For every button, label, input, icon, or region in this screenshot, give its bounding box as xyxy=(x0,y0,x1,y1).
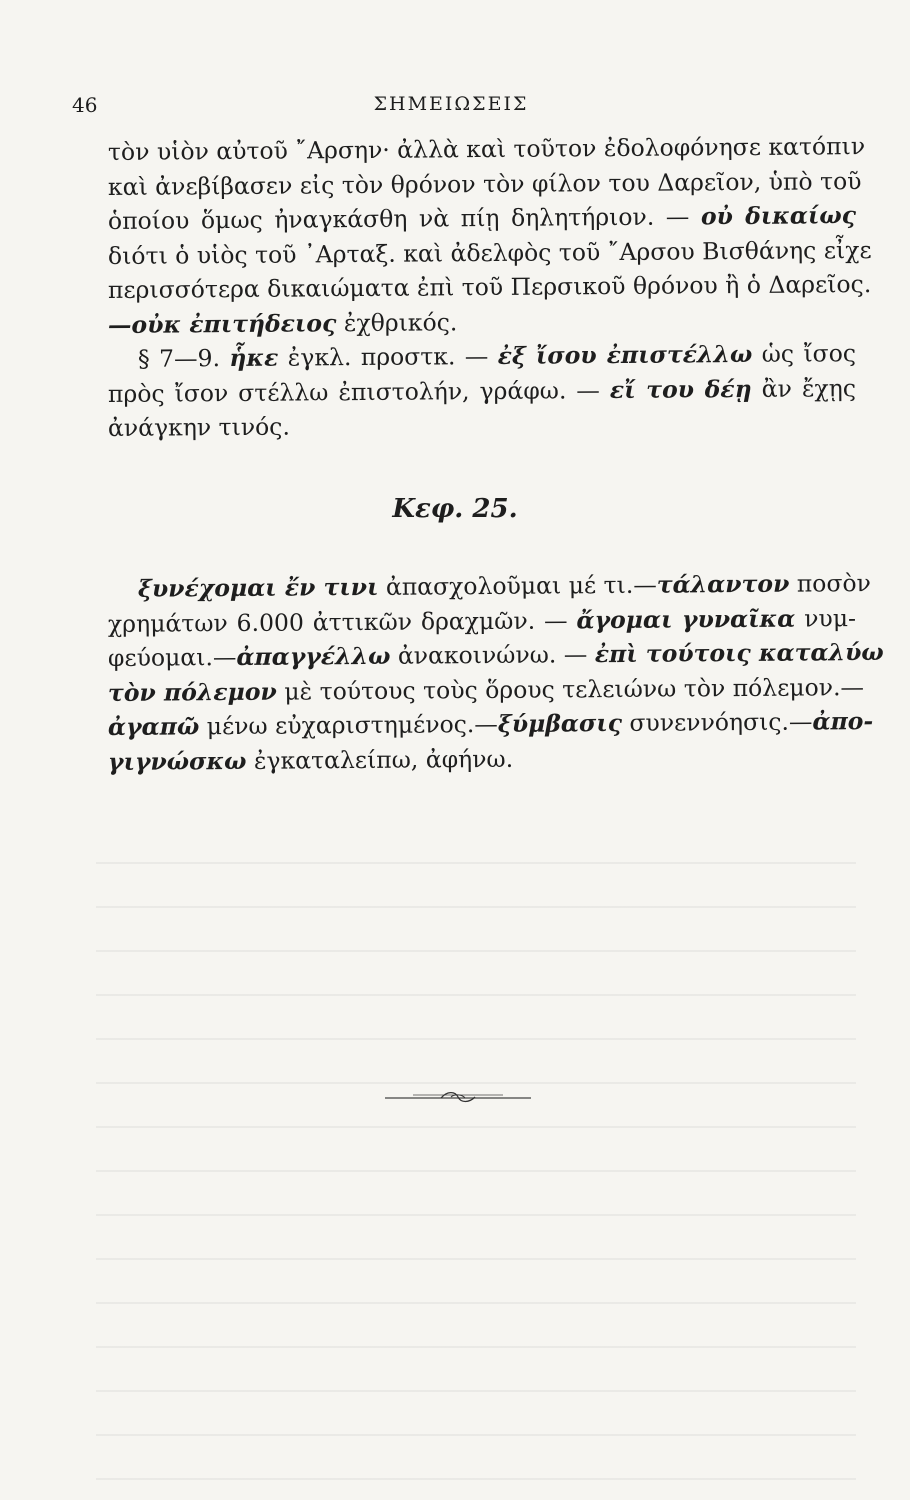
text-line: —οὐκ ἐπιτήδειος ἐχθρικός. xyxy=(107,307,458,339)
text-line: ἀγαπῶ μένω εὐχαριστημένος.—ξύμβασις συνεννόησις.—ἀπο- xyxy=(107,706,874,741)
lemma: ἀγαπῶ xyxy=(107,712,200,741)
chapter-heading: Κεφ. 25. xyxy=(392,494,518,524)
text-line: καὶ ἀνεβίβασεν εἰς τὸν θρόνον τὸν φίλον του Δαρεῖον, ὑπὸ τοῦ xyxy=(107,166,862,201)
lemma: —οὐκ ἐπιτήδειος xyxy=(107,308,337,339)
text-line: ὁποίου ὅμως ἠναγκάσθη νὰ πίῃ δηλητήριον. — οὐ δικαίως xyxy=(107,201,857,235)
lemma: ἄγομαι γυναῖκα xyxy=(576,604,796,634)
running-head: ΣΗΜΕΙΩΣΕΙΣ xyxy=(373,93,529,115)
text-line: διότι ὁ υἱὸς τοῦ ᾿Αρταξ. καὶ ἀδελφὸς τοῦ ῎Αρσου Βισθάνης εἶχε xyxy=(107,235,872,270)
bleed-through-texture xyxy=(96,836,856,1496)
text-line: περισσότερα δικαιώματα ἐπὶ τοῦ Περσικοῦ θρόνου ἢ ὁ Δαρεῖος. xyxy=(107,270,872,304)
lemma: ἀπαγγέλλω xyxy=(236,641,391,671)
text-line: ἀνάγκην τινός. xyxy=(107,412,290,442)
lemma: ξυνέχομαι ἔν τινι xyxy=(137,572,379,603)
section-ref: § 7—9. xyxy=(137,344,221,373)
lemma: ξύμβασις xyxy=(497,708,623,738)
text-line: τὸν υἱὸν αὐτοῦ ῎Αρσην· ἀλλὰ καὶ τοῦτον ἐδολοφόνησε κατόπιν xyxy=(107,132,866,166)
text-line: γιγνώσκω ἐγκαταλείπω, ἀφήνω. xyxy=(107,744,514,776)
lemma: γιγνώσκω xyxy=(107,746,247,776)
lemma: τὸν πόλεμον xyxy=(107,677,277,707)
lemma: ἐπὶ τούτοις καταλύω xyxy=(594,637,884,669)
page-header xyxy=(72,93,830,123)
lemma: οὐ δικαίως xyxy=(700,201,857,231)
lemma: ἐξ ἴσου ἐπιστέλλω xyxy=(497,339,753,370)
text-line: φεύομαι.—ἀπαγγέλλω ἀνακοινώνω. — ἐπὶ τούτοις καταλύω xyxy=(107,637,884,672)
text-line: § 7—9. ἧκε ἐγκλ. προστκ. — ἐξ ἴσου ἐπιστέλλω ὡς ἴσος xyxy=(137,339,857,373)
text-line: τὸν πόλεμον μὲ τούτους τοὺς ὅρους τελειώνω τὸν πόλεμον.— xyxy=(107,672,865,707)
lemma: ἧκε xyxy=(229,343,279,373)
text-line: πρὸς ἴσον στέλλω ἐπιστολήν, γράφω. — εἴ του δέῃ ἂν ἔχῃς xyxy=(107,373,857,408)
notes-text xyxy=(107,132,872,446)
ornament-divider-icon xyxy=(383,1088,533,1106)
lemma: τάλαντον xyxy=(656,569,790,599)
lemma: εἴ του δέῃ xyxy=(609,374,752,404)
page-number: 46 xyxy=(72,93,98,117)
text-line: χρημάτων 6.000 ἀττικῶν δραχμῶν. — ἄγομαι γυναῖκα νυμ- xyxy=(107,603,857,638)
chapter-notes-text xyxy=(107,569,884,779)
lemma: ἀπο- xyxy=(812,706,874,736)
text-line: ξυνέχομαι ἔν τινι ἀπασχολοῦμαι μέ τι.—τάλαντον ποσὸν xyxy=(137,569,871,603)
